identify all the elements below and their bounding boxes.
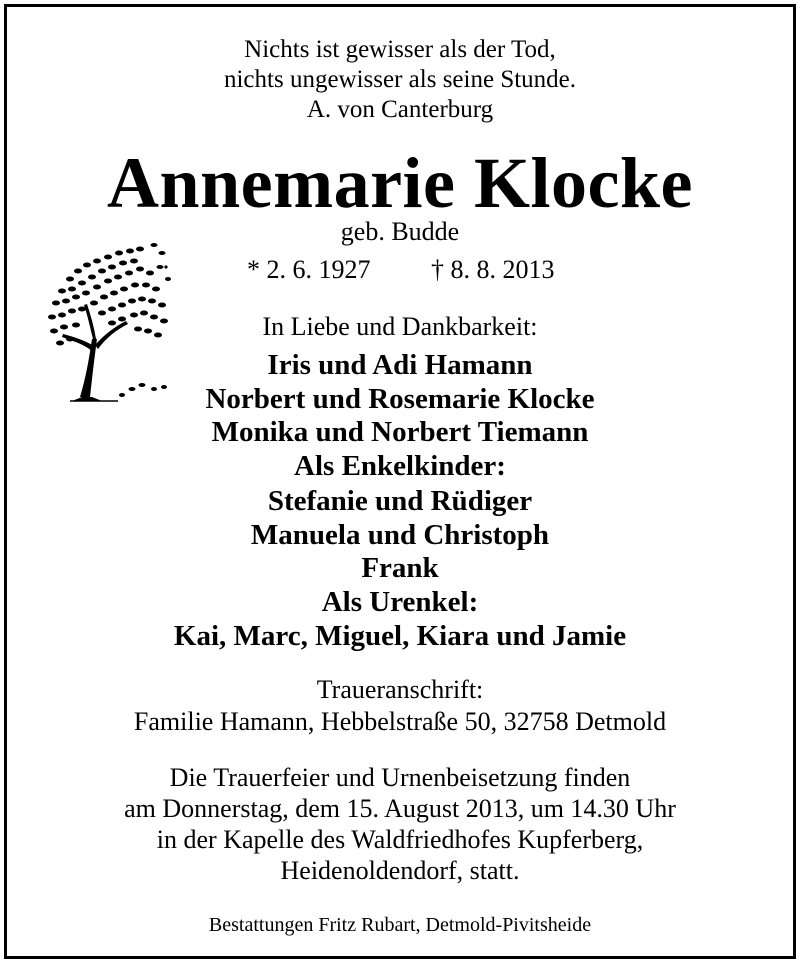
mourner-line: Kai, Marc, Miguel, Kiara und Jamie bbox=[173, 620, 627, 652]
mourner-line: Frank bbox=[361, 552, 439, 584]
quote-author: A. von Canterburg bbox=[306, 96, 494, 123]
address-label: Traueranschrift: bbox=[316, 675, 484, 704]
quote-line-1: Nichts ist gewisser als der Tod, bbox=[244, 36, 556, 63]
mourners-intro: In Liebe und Dankbarkeit: bbox=[262, 312, 538, 341]
deceased-name: Annemarie Klocke bbox=[107, 143, 693, 223]
ceremony-line: am Donnerstag, dem 15. August 2013, um 14.30 Uhr bbox=[124, 794, 676, 823]
ceremony-line: Heidenoldendorf, statt. bbox=[280, 856, 520, 885]
maiden-name: geb. Budde bbox=[340, 217, 460, 246]
grandchildren-heading: Als Enkelkinder: bbox=[294, 450, 506, 482]
undertaker: Bestattungen Fritz Rubart, Detmold-Pivitsheide bbox=[208, 914, 592, 936]
mourner-line: Iris und Adi Hamann bbox=[267, 349, 533, 381]
mourner-line: Norbert und Rosemarie Klocke bbox=[205, 383, 595, 415]
mourner-line: Manuela und Christoph bbox=[250, 519, 550, 551]
great-grandchildren-heading: Als Urenkel: bbox=[321, 586, 479, 618]
quote-line-2: nichts ungewisser als seine Stunde. bbox=[223, 66, 577, 93]
ceremony-line: in der Kapelle des Waldfriedhofes Kupferberg, bbox=[156, 825, 644, 854]
obituary-frame bbox=[4, 4, 796, 959]
birth-date: * 2. 6. 1927 bbox=[247, 255, 371, 284]
ceremony-line: Die Trauerfeier und Urnenbeisetzung finden bbox=[169, 763, 631, 792]
death-date: † 8. 8. 2013 bbox=[431, 255, 555, 284]
address-text: Familie Hamann, Hebbelstraße 50, 32758 Detmold bbox=[133, 707, 667, 736]
mourner-line: Stefanie und Rüdiger bbox=[267, 485, 533, 517]
mourner-line: Monika und Norbert Tiemann bbox=[211, 416, 589, 448]
